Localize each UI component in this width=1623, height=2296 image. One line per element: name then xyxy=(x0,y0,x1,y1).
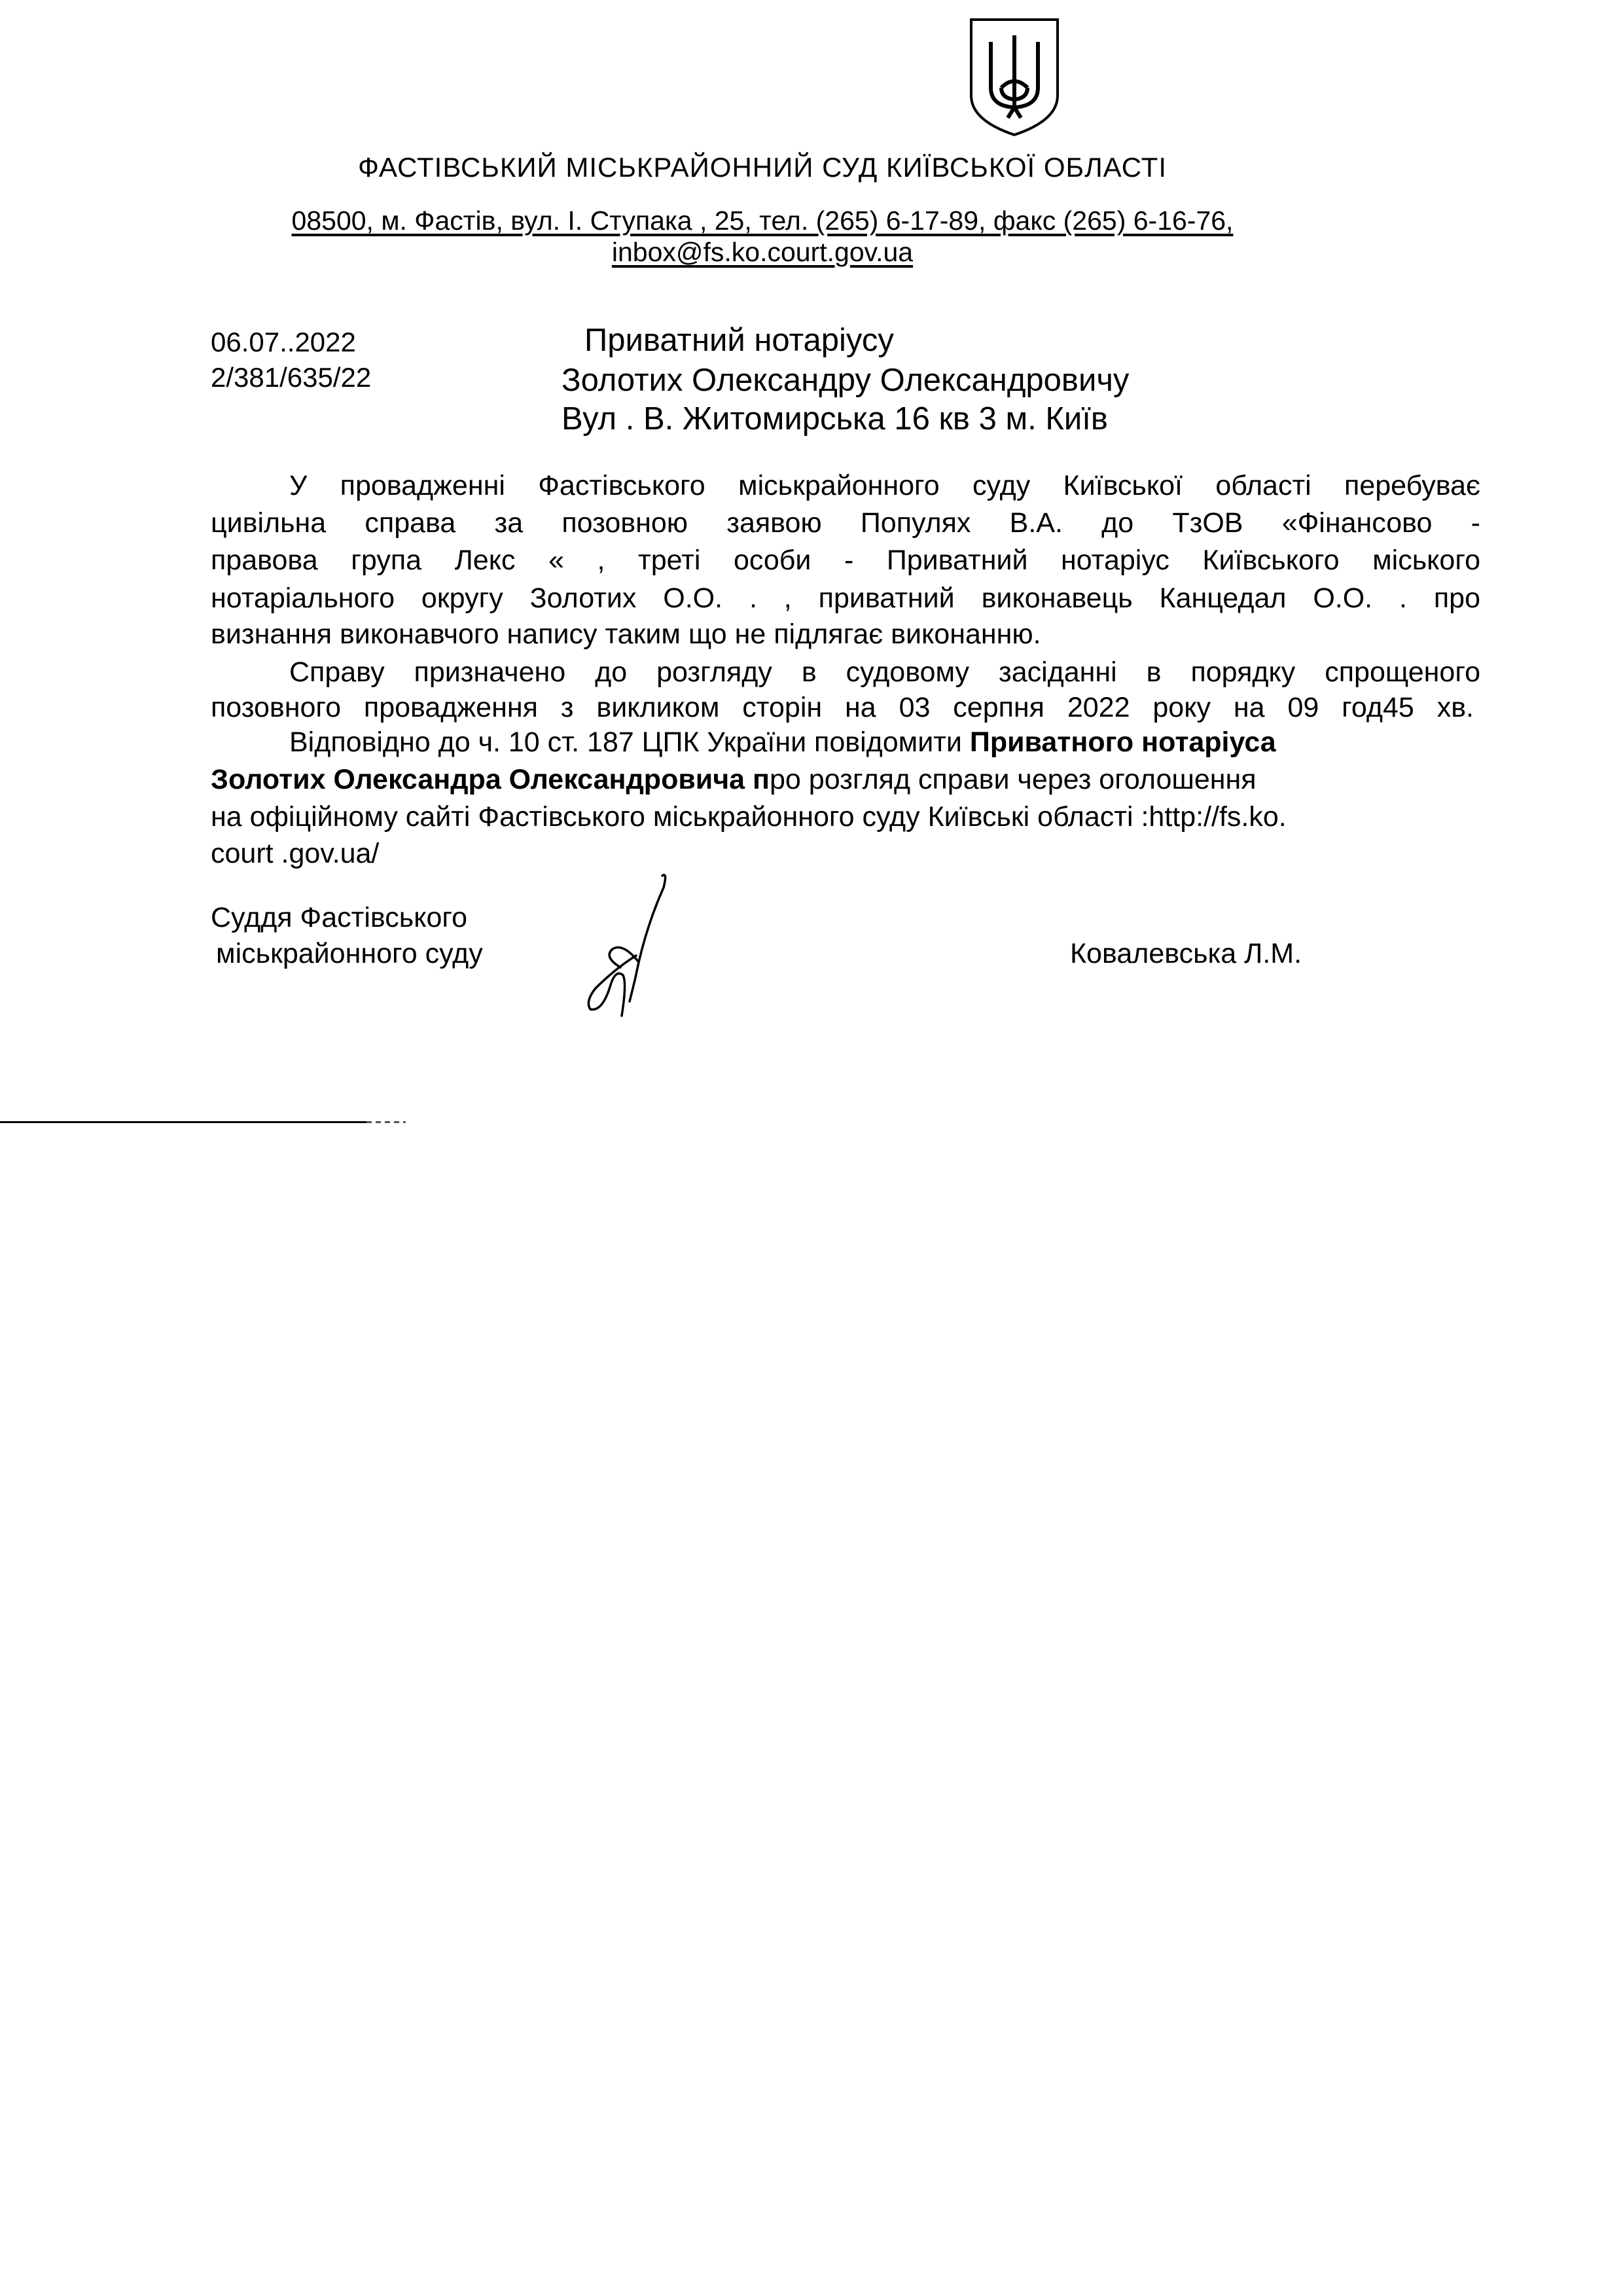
reference-number: 2/381/635/22 xyxy=(211,362,372,393)
notary-title-bold: Приватного нотаріуса xyxy=(969,726,1276,758)
body-line: Справу призначено до розгляду в судовому засіданні в порядку спрощеного xyxy=(289,656,1480,688)
divider-line xyxy=(0,1121,366,1123)
recipient-title: Приватний нотаріусу xyxy=(584,323,894,358)
recipient-address: Вул . В. Житомирська 16 кв 3 м. Київ xyxy=(562,401,1108,437)
judge-title-line1: Суддя Фастівського xyxy=(211,902,468,933)
body-line: нотаріального округу Золотих О.О. . , приватний виконавець Канцедал О.О. . про xyxy=(211,583,1480,614)
recipient-name: Золотих Олександру Олександровичу xyxy=(562,363,1130,398)
body-line: court .gov.ua/ xyxy=(211,838,380,869)
body-line: Відповідно до ч. 10 ст. 187 ЦПК України повідомити Приватного нотаріуса xyxy=(289,726,1276,758)
court-name: ФАСТІВСЬКИЙ МІСЬКРАЙОННИЙ СУД КИЇВСЬКОЇ ОБЛАСТІ xyxy=(357,152,1167,183)
body-line: позовного провадження з викликом сторін на 03 серпня 2022 року на 09 год45 хв. xyxy=(211,692,1474,723)
handwritten-signature-icon xyxy=(576,870,674,1028)
court-email[interactable]: inbox@fs.ko.court.gov.ua xyxy=(611,237,914,267)
trident-coat-of-arms-icon xyxy=(967,16,1061,137)
court-address: 08500, м. Фастів, вул. І. Ступака , 25, тел. (265) 6-17-89, факс (265) 6-16-76, xyxy=(291,206,1234,236)
judge-name: Ковалевська Л.М. xyxy=(1070,938,1302,969)
body-line: У провадженні Фастівського міськрайонного суду Київської області перебуває xyxy=(289,470,1480,501)
body-line: на офіційному сайті Фастівського міськрайонного суду Київські області :http://fs.ko. xyxy=(211,801,1287,833)
body-line: визнання виконавчого напису таким що не підлягає виконанню. xyxy=(211,619,1041,650)
letter-date: 06.07..2022 xyxy=(211,327,356,357)
body-line: правова група Лекс « , треті особи - Приватний нотаріус Київського міського xyxy=(211,545,1480,576)
body-line: Золотих Олександра Олександровича про розгляд справи через оголошення xyxy=(211,764,1257,795)
judge-title-line2: міськрайонного суду xyxy=(216,938,483,969)
divider-line-dotted xyxy=(366,1121,406,1123)
body-line: цивільна справа за позовною заявою Популях В.А. до ТзОВ «Фінансово - xyxy=(211,507,1480,539)
notary-name-bold: Золотих Олександра Олександровича п xyxy=(211,764,770,795)
